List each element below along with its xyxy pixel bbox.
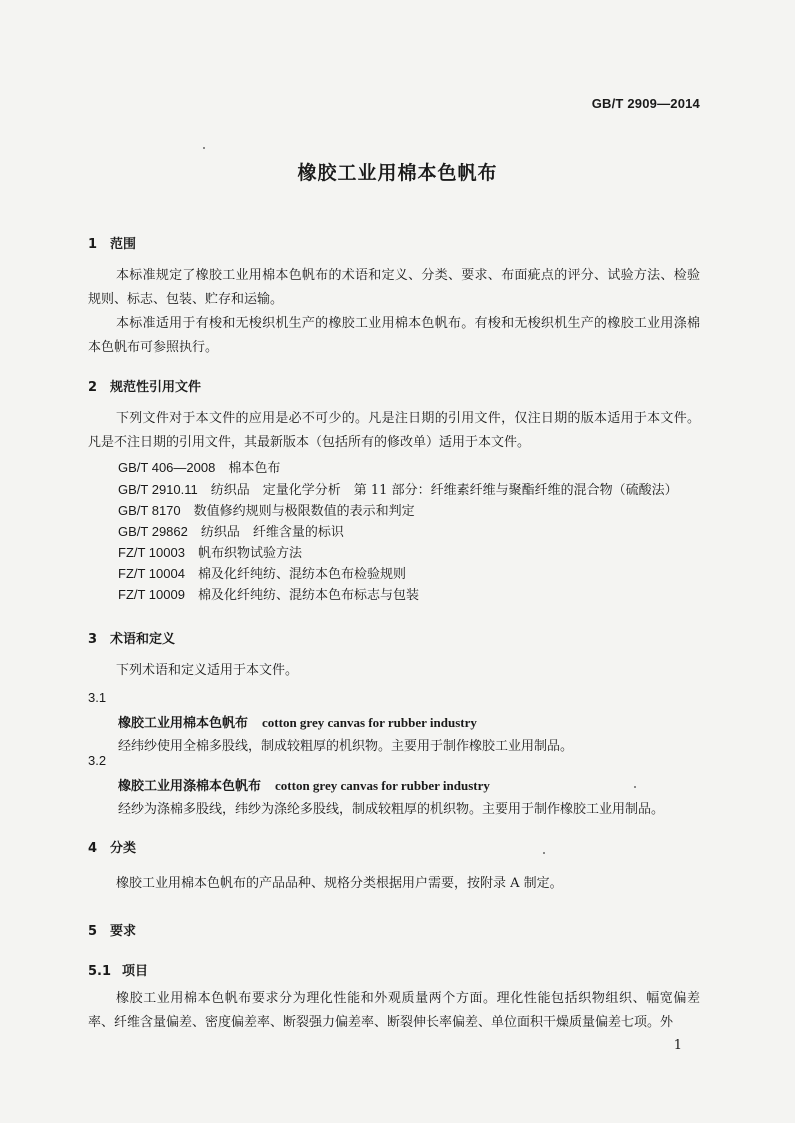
reference-item xyxy=(118,480,678,501)
reference-item xyxy=(118,585,419,606)
section-1-heading xyxy=(88,233,136,252)
section-number: 3 xyxy=(88,632,98,647)
section-5-heading xyxy=(88,920,136,939)
reference-item xyxy=(118,458,280,479)
section-number: 4 xyxy=(88,841,98,856)
section-title: 范围 xyxy=(110,237,137,252)
reference-title: 纺织品 纤维含量的标识 xyxy=(200,525,344,540)
term-number: 3.2 xyxy=(88,753,107,768)
subsection-number: 5.1 xyxy=(88,964,112,979)
section-2-intro: 下列文件对于本文件的应用是必不可少的。凡是注日期的引用文件，仅注日期的版本适用于本文件。凡是不注日期的引用文件，其最新版本（包括所有的修改单）适用于本文件。 xyxy=(88,411,700,450)
scan-speck xyxy=(203,147,205,149)
section-3-heading xyxy=(88,628,175,647)
reference-code: GB/T 2910.11 xyxy=(118,482,198,497)
subsection-5-1-heading xyxy=(88,960,148,979)
reference-item xyxy=(118,522,344,543)
page-number: 1 xyxy=(673,1038,682,1053)
term-zh: 橡胶工业用涤棉本色帆布 xyxy=(118,779,262,794)
section-4-paragraph: 橡胶工业用棉本色帆布的产品品种、规格分类根据用户需要，按附录 A 制定。 xyxy=(116,876,563,891)
document-title: 橡胶工业用棉本色帆布 xyxy=(297,162,498,184)
reference-item xyxy=(118,501,415,522)
reference-title: 数值修约规则与极限数值的表示和判定 xyxy=(193,504,415,519)
reference-code: GB/T 29862 xyxy=(118,524,188,539)
reference-title: 棉本色布 xyxy=(228,461,281,476)
section-title: 要求 xyxy=(110,924,137,939)
section-number: 5 xyxy=(88,924,98,939)
standard-number: GB/T 2909—2014 xyxy=(591,96,700,111)
reference-code: FZ/T 10004 xyxy=(118,566,185,581)
section-2-heading xyxy=(88,376,201,395)
term-heading xyxy=(118,712,477,731)
reference-code: GB/T 406—2008 xyxy=(118,460,216,475)
subsection-5-1-paragraph: 橡胶工业用棉本色帆布要求分为理化性能和外观质量两个方面。理化性能包括织物组织、幅宽偏差率、纤维含量偏差、密度偏差率、断裂强力偏差率、断裂伸长率偏差、单位面积干燥质量偏差七项。外 xyxy=(88,991,700,1030)
section-title: 术语和定义 xyxy=(110,632,176,647)
term-definition: 经纬纱使用全棉多股线，制成较粗厚的机织物。主要用于制作橡胶工业用制品。 xyxy=(118,739,574,754)
section-number: 2 xyxy=(88,380,98,395)
section-3-intro: 下列术语和定义适用于本文件。 xyxy=(116,663,299,678)
section-number: 1 xyxy=(88,237,98,252)
term-en: cotton grey canvas for rubber industry xyxy=(262,715,477,730)
section-title: 规范性引用文件 xyxy=(110,380,202,395)
scan-speck xyxy=(634,786,636,788)
reference-item xyxy=(118,564,406,585)
section-1-paragraph-2: 本标准适用于有梭和无梭织机生产的橡胶工业用棉本色帆布。有梭和无梭织机生产的橡胶工业用涤棉本色帆布可参照执行。 xyxy=(88,316,700,355)
term-en: cotton grey canvas for rubber industry xyxy=(275,778,490,793)
term-heading xyxy=(118,775,490,794)
section-4-heading xyxy=(88,837,136,856)
term-number: 3.1 xyxy=(88,690,107,705)
reference-item xyxy=(118,543,302,564)
reference-code: FZ/T 10009 xyxy=(118,587,185,602)
reference-code: GB/T 8170 xyxy=(118,503,181,518)
term-zh: 橡胶工业用棉本色帆布 xyxy=(118,716,249,731)
reference-code: FZ/T 10003 xyxy=(118,545,185,560)
scan-speck xyxy=(543,852,545,854)
term-definition: 经纱为涤棉多股线，纬纱为涤纶多股线，制成较粗厚的机织物。主要用于制作橡胶工业用制品。 xyxy=(118,802,665,817)
section-1-paragraph-1: 本标准规定了橡胶工业用棉本色帆布的术语和定义、分类、要求、布面疵点的评分、试验方法、检验规则、标志、包装、贮存和运输。 xyxy=(88,268,700,307)
subsection-title: 项目 xyxy=(122,964,149,979)
reference-title: 棉及化纤纯纺、混纺本色布检验规则 xyxy=(197,567,406,582)
reference-title: 纺织品 定量化学分析 第 11 部分：纤维素纤维与聚酯纤维的混合物（硫酸法） xyxy=(210,483,678,498)
reference-title: 帆布织物试验方法 xyxy=(197,546,302,561)
section-title: 分类 xyxy=(110,841,137,856)
reference-title: 棉及化纤纯纺、混纺本色布标志与包装 xyxy=(197,588,419,603)
